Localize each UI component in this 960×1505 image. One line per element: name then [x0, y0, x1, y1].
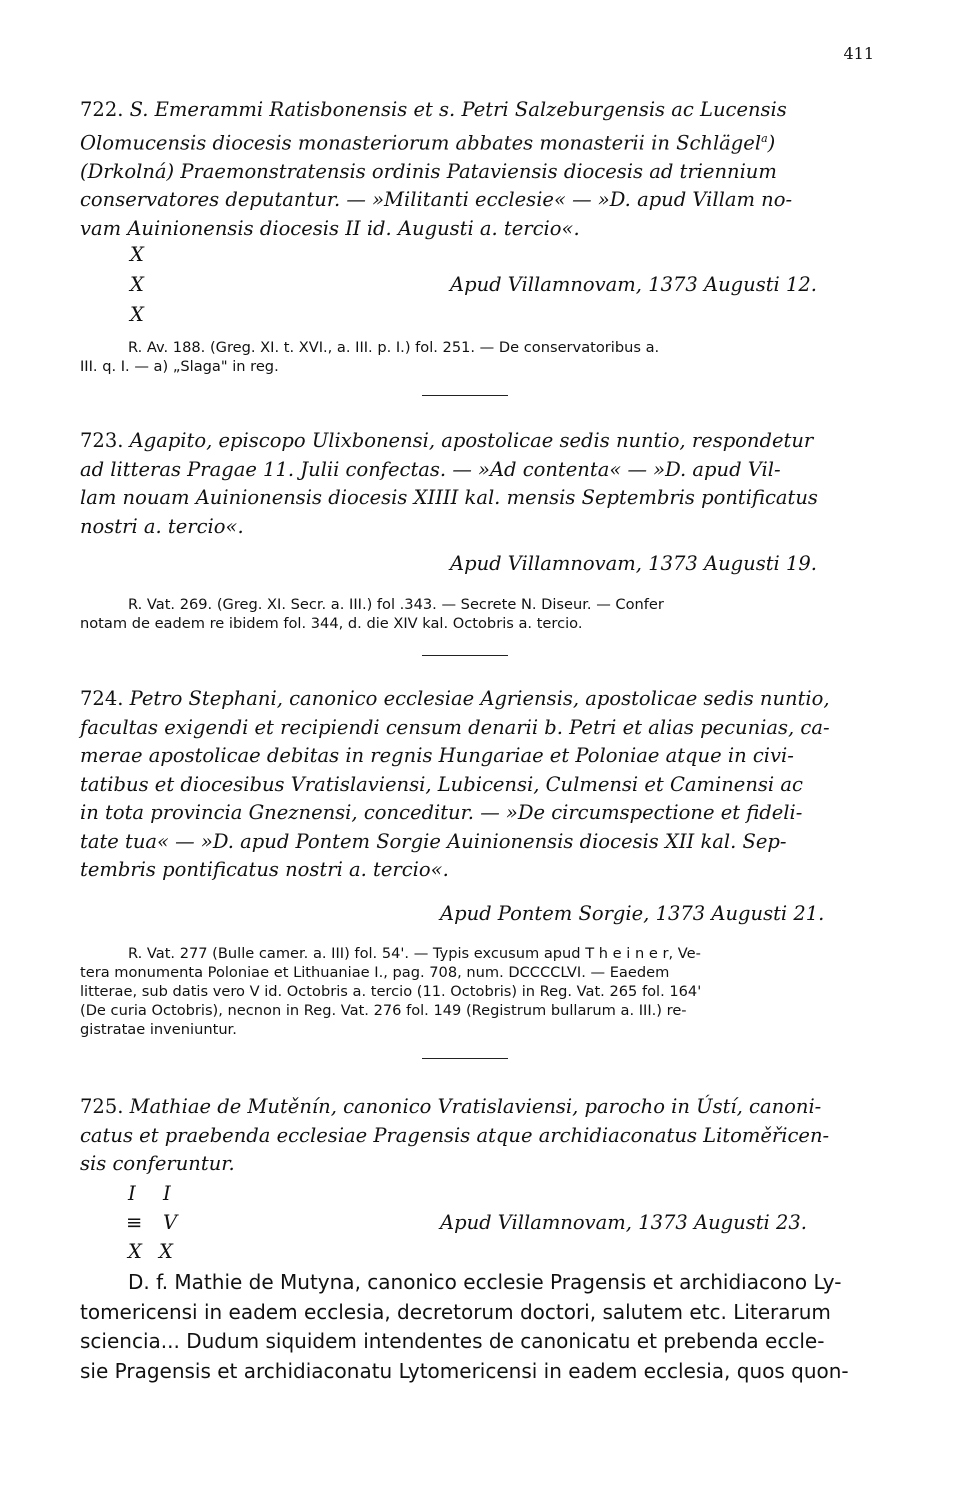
heading-text: catus et praebenda ecclesiae Pragensis atque archidiaconatus Litoměřicen- — [80, 1123, 830, 1147]
footnote-marker: a — [761, 131, 768, 145]
heading-text: merae apostolicae debitas in regnis Hungariae et Poloniae atque in civi- — [80, 744, 794, 767]
body-line: D. f. Mathie de Mutyna, canonico ecclesie Pragensis et archidiacono Ly- — [128, 1270, 842, 1294]
note-line: III. q. I. — a) „Slaga" in reg. — [80, 358, 279, 375]
heading-text: S. Emerammi Ratisbonensis et s. Petri Salzeburgensis ac Lucensis — [129, 98, 787, 121]
entry-724-note — [80, 944, 880, 1039]
entry-date: Apud Villamnovam, 1373 Augusti 23. — [440, 1211, 807, 1234]
entry-722-heading — [80, 96, 880, 243]
heading-text: Olomucensis diocesis monasteriorum abbates monasterii in Schlägel — [80, 131, 762, 154]
heading-text: (Drkolná) Praemonstratensis ordinis Pataviensis diocesis ad triennium — [80, 159, 777, 183]
entry-722-note — [80, 338, 880, 376]
note-line: R. Vat. 269. (Greg. XI. Secr. a. III.) fol .343. — Secrete N. Diseur. — Confer — [128, 596, 664, 613]
entry-number: 723. — [80, 429, 124, 452]
heading-text: Agapito, episcopo Ulixbonensi, apostolicae sedis nuntio, respondetur — [129, 429, 814, 452]
entry-line — [80, 427, 880, 456]
sigla-mark: X — [128, 1240, 142, 1263]
footnote-marker-paren: ) — [767, 131, 776, 154]
heading-last-line: sis conferuntur. — [80, 1152, 235, 1175]
body-line: sie Pragensis et archidiaconatu Lytomericensi in eadem ecclesia, quos quon- — [80, 1358, 849, 1383]
heading-text: tate tua« — »D. apud Pontem Sorgie Auinionensis diocesis XII kal. Sep- — [80, 829, 787, 853]
separator-rule — [422, 395, 508, 396]
separator-rule — [422, 1058, 508, 1059]
note-line: tera monumenta Poloniae et Lithuaniae I., pag. 708, num. DCCCCLVI. — Eaedem — [80, 964, 670, 981]
sigla-mark: X — [130, 243, 144, 266]
note-line: R. Vat. 277 (Bulle camer. a. III) fol. 54'. — Typis excusum apud T h e i n e r, Ve- — [128, 945, 701, 962]
sigla-mark: ≡ — [126, 1211, 143, 1234]
note-line: R. Av. 188. (Greg. XI. t. XVI., a. III. p. I.) fol. 251. — De conservatoribus a. — [128, 339, 660, 356]
sigla-mark: X — [130, 273, 144, 296]
sigla-mark: I — [128, 1182, 136, 1205]
note-line: gistratae inveniuntur. — [80, 1021, 237, 1038]
note-line: litterae, sub datis vero V id. Octobris a. tercio (11. Octobris) in Reg. Vat. 265 fol. 164' — [80, 983, 702, 1000]
note-line: (De curia Octobris), necnon in Reg. Vat. 276 fol. 149 (Registrum bullarum a. III.) re- — [80, 1002, 687, 1019]
page-number: 411 — [843, 44, 874, 63]
entry-number: 722. — [80, 98, 124, 121]
body-line: tomericensi in eadem ecclesia, decretorum doctori, salutem etc. Literarum — [80, 1299, 831, 1324]
entry-line — [80, 1093, 880, 1122]
sigla-mark: X — [130, 303, 144, 326]
entry-date: Apud Villamnovam, 1373 Augusti 19. — [450, 552, 817, 575]
sigla-mark: I — [163, 1182, 171, 1205]
heading-text: Petro Stephani, canonico ecclesiae Agriensis, apostolicae sedis nuntio, — [129, 687, 830, 710]
entry-number: 724. — [80, 687, 124, 710]
entry-date: Apud Villamnovam, 1373 Augusti 12. — [450, 273, 817, 296]
heading-text: facultas exigendi et recipiendi censum denarii b. Petri et alias pecunias, ca- — [80, 715, 830, 739]
heading-last-line: nostri a. tercio«. — [80, 514, 244, 538]
heading-last-line: tembris pontificatus nostri a. tercio«. — [80, 858, 449, 881]
sigla-mark: X — [159, 1240, 173, 1263]
heading-text: tatibus et diocesibus Vratislaviensi, Lubicensi, Culmensi et Caminensi ac — [80, 772, 803, 796]
entry-line — [80, 685, 880, 714]
heading-text: ad litteras Pragae 11. Julii confectas. — »Ad contenta« — »D. apud Vil- — [80, 457, 781, 481]
heading-text: lam nouam Auinionensis diocesis XIIII kal. mensis Septembris pontificatus — [80, 486, 818, 509]
entry-date: Apud Pontem Sorgie, 1373 Augusti 21. — [440, 902, 825, 925]
entry-line — [80, 125, 880, 158]
sigla-mark: V — [163, 1211, 178, 1234]
heading-last-line: vam Auinionensis diocesis II id. Augusti a. tercio«. — [80, 216, 580, 240]
entry-line — [80, 96, 880, 125]
heading-text: Mathiae de Mutěnín, canonico Vratislaviensi, parocho in Ústí, canoni- — [129, 1095, 822, 1118]
entry-725-body — [80, 1268, 880, 1386]
separator-rule — [422, 655, 508, 656]
entry-number: 725. — [80, 1095, 124, 1118]
note-line: notam de eadem re ibidem fol. 344, d. die XIV kal. Octobris a. tercio. — [80, 615, 583, 632]
heading-text: in tota provincia Gneznensi, conceditur. — »De circumspectione et fideli- — [80, 801, 803, 824]
heading-text: conservatores deputantur. — »Militanti ecclesie« — »D. apud Villam no- — [80, 188, 793, 211]
entry-723-note — [80, 595, 880, 633]
entry-725-heading — [80, 1093, 880, 1179]
entry-724-heading — [80, 685, 880, 885]
body-line: sciencia... Dudum siquidem intendentes de canonicatu et prebenda eccle- — [80, 1329, 825, 1353]
entry-723-heading — [80, 427, 880, 541]
